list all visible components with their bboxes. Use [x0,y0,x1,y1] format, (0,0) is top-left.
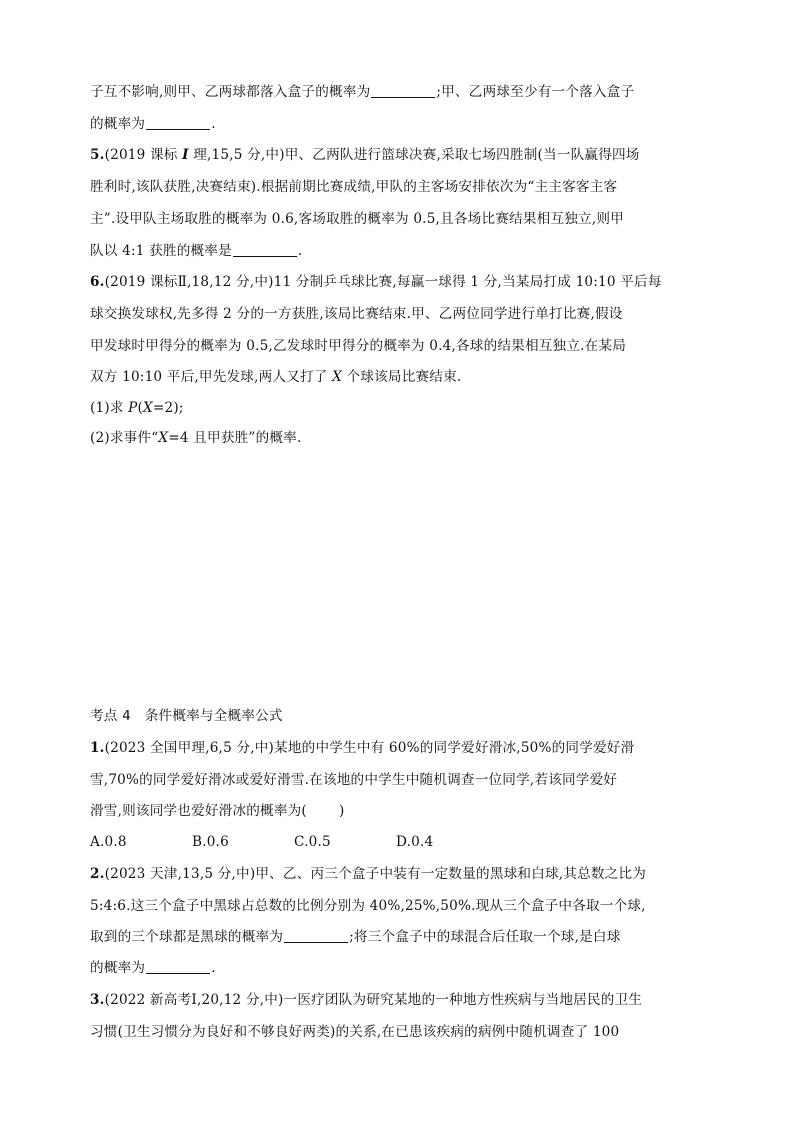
q6-line-1: 6.(2019 课标Ⅱ,18,12 分,中)11 分制乒乓球比赛,每赢一球得 1 分,当某局打成 10:10 平后每 [90,274,662,290]
s4q1-line-1: 1.(2023 全国甲理,6,5 分,中)某地的中学生中有 60%的同学爱好滑冰,50%的同学爱好滑 [90,740,635,756]
s4q2-line-3: 取到的三个球都是黑球的概率为 ;将三个盒子中的球混合后任取一个球,是白球 [90,929,621,945]
q6-part-1: (1)求 P(X=2); [90,400,184,416]
answer-blank [146,959,210,974]
s4q1-options [90,832,498,852]
question-number: 3. [90,992,105,1008]
answer-blank [371,83,435,98]
s4q1-line-3: 滑雪,则该同学也爱好滑冰的概率为( ) [90,803,345,819]
question-number: 1. [90,740,105,756]
s4q1-line-2: 雪,70%的同学爱好滑冰或爱好滑雪.在该地的中学生中随机调查一位同学,若该同学爱好 [90,772,618,788]
answer-blank [146,115,210,130]
q5-line-4: 队以 4:1 获胜的概率是 . [90,243,303,259]
q6-line-2: 球交换发球权,先多得 2 分的一方获胜,该局比赛结束.甲、乙两位同学进行单打比赛,假设 [90,306,623,322]
option-d: D.0.4 [396,834,434,850]
s4q2-line-2: 5:4:6.这三个盒子中黑球占总数的比例分别为 40%,25%,50%.现从三个盒子中各取一个球, [90,898,646,914]
q6-line-3: 甲发球时甲得分的概率为 0.5,乙发球时甲得分的概率为 0.4,各球的结果相互独立.在某局 [90,338,627,354]
answer-blank [284,928,348,943]
option-c: C.0.5 [294,834,331,850]
q5-line-2: 胜利时,该队获胜,决赛结束).根据前期比赛成绩,甲队的主客场安排依次为“主主客客主客 [90,179,618,195]
q5-line-1: 5.(2019 课标 I 理,15,5 分,中)甲、乙两队进行篮球决赛,采取七场四胜制(当一队赢得四场 [90,147,640,163]
section-heading: 考点 4 条件概率与全概率公式 [90,708,283,724]
q6-line-4: 双方 10:10 平后,甲先发球,两人又打了 X 个球该局比赛结束. [90,369,462,385]
option-b: B.0.6 [192,834,229,850]
s4q2-line-4: 的概率为 . [90,960,216,976]
s4q3-line-2: 习惯(卫生习惯分为良好和不够良好两类)的关系,在已患该疾病的病例中随机调查了 100 [90,1024,620,1040]
q5-line-3: 主”.设甲队主场取胜的概率为 0.6,客场取胜的概率为 0.5,且各场比赛结果相互独立,则甲 [90,211,624,227]
q4-line-1: 子互不影响,则甲、乙两球都落入盒子的概率为 ;甲、乙两球至少有一个落入盒子 [90,84,635,100]
s4q3-line-1: 3.(2022 新高考Ⅰ,20,12 分,中)一医疗团队为研究某地的一种地方性疾病与当地居民的卫生 [90,992,643,1008]
option-a: A.0.8 [90,834,127,850]
question-number: 6. [90,274,105,290]
question-number: 5. [90,147,105,163]
answer-blank [233,242,297,257]
s4q2-line-1: 2.(2023 天津,13,5 分,中)甲、乙、丙三个盒子中装有一定数量的黑球和白球,其总数之比为 [90,866,647,882]
q4-line-2: 的概率为 . [90,116,216,132]
question-number: 2. [90,866,105,882]
q6-part-2: (2)求事件“X=4 且甲获胜”的概率. [90,430,302,446]
